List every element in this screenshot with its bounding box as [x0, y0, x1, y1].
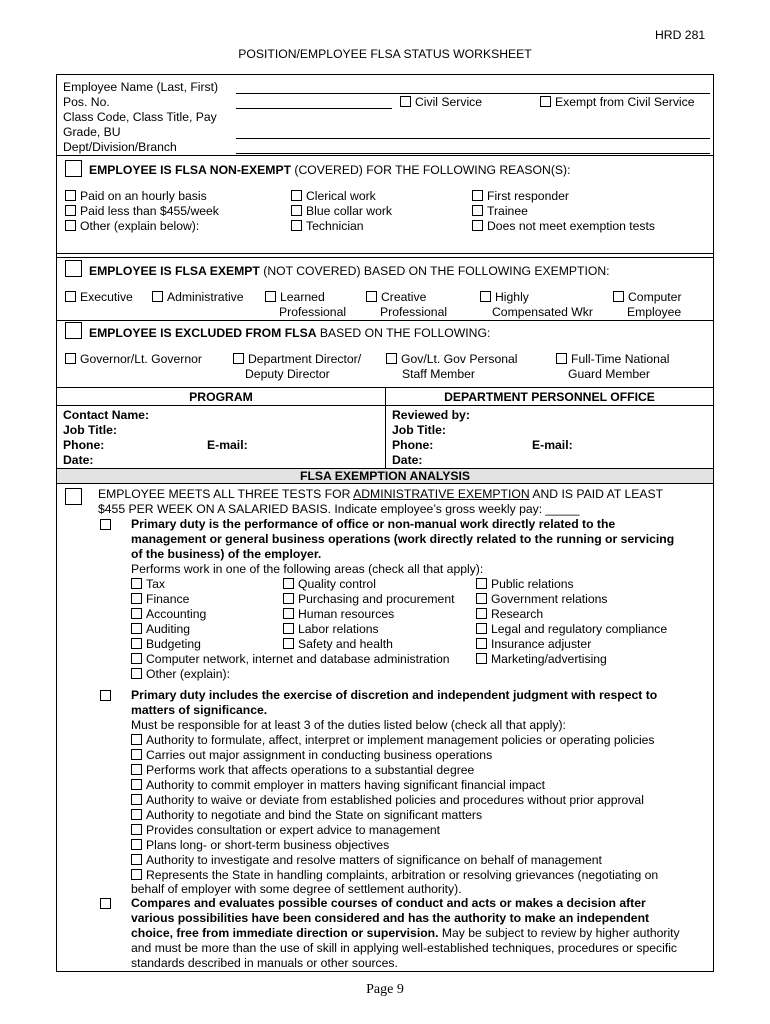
- reason-first-responder[interactable]: First responder: [472, 189, 569, 204]
- admin-intro-line-2: $455 PER WEEK ON A SALARIED BASIS. Indicate employee’s gross weekly pay: _____: [98, 502, 580, 516]
- checkbox[interactable]: [613, 291, 624, 302]
- area-public-relations[interactable]: Public relations: [476, 577, 574, 592]
- excluded-governor[interactable]: Governor/Lt. Governor: [65, 352, 202, 367]
- test-1-line-3: of the business) of the employer.: [131, 547, 322, 561]
- duty-item[interactable]: Authority to commit employer in matters having significant financial impact: [131, 778, 545, 793]
- checkbox[interactable]: [131, 779, 142, 790]
- excluded-gov-staff[interactable]: Gov/Lt. Gov Personal: [386, 352, 518, 367]
- excluded-checkbox[interactable]: [65, 322, 82, 339]
- exempt-heading: EMPLOYEE IS FLSA EXEMPT (NOT COVERED) BASED ON THE FOLLOWING EXEMPTION:: [89, 264, 610, 278]
- exemption-highly-compensated[interactable]: Highly: [480, 290, 529, 305]
- checkbox[interactable]: [476, 608, 487, 619]
- checkbox[interactable]: [65, 220, 76, 231]
- duty-item[interactable]: Carries out major assignment in conducting business operations: [131, 748, 492, 763]
- test-3-checkbox[interactable]: [100, 898, 111, 909]
- area-marketing[interactable]: Marketing/advertising: [476, 652, 607, 667]
- non-exempt-checkbox[interactable]: [65, 160, 82, 177]
- area-safety-health[interactable]: Safety and health: [283, 637, 393, 652]
- checkbox[interactable]: [65, 291, 76, 302]
- reason-hourly[interactable]: Paid on an hourly basis: [65, 189, 207, 204]
- dept-field[interactable]: [236, 153, 710, 154]
- guard-line-2: Guard Member: [568, 367, 650, 381]
- test-3-line-4: and must be more than the use of skill in applying well-established techniques, procedures or specific: [131, 941, 678, 955]
- duties-intro: Must be responsible for at least 3 of the duties listed below (check all that apply):: [131, 718, 566, 732]
- areas-intro: Performs work in one of the following areas (check all that apply):: [131, 562, 484, 576]
- program-email-label: E-mail:: [207, 438, 248, 452]
- checkbox[interactable]: [366, 291, 377, 302]
- checkbox[interactable]: [480, 291, 491, 302]
- checkbox[interactable]: [291, 220, 302, 231]
- program-phone-label: Phone:: [63, 438, 105, 452]
- checkbox[interactable]: [131, 593, 142, 604]
- learned-line-2: Professional: [279, 305, 347, 319]
- area-research[interactable]: Research: [476, 607, 543, 622]
- area-purchasing[interactable]: Purchasing and procurement: [283, 592, 455, 607]
- computer-line-2: Employee: [627, 305, 682, 319]
- checkbox[interactable]: [131, 869, 142, 880]
- checkbox[interactable]: [476, 638, 487, 649]
- employee-name-field[interactable]: [236, 93, 710, 94]
- dept-label: Dept/Division/Branch: [63, 140, 177, 154]
- exemption-computer-employee[interactable]: Computer: [613, 290, 682, 305]
- reason-other[interactable]: Other (explain below):: [65, 219, 199, 234]
- area-other[interactable]: Other (explain):: [131, 667, 230, 682]
- exemption-learned-professional[interactable]: Learned: [265, 290, 325, 305]
- test-1-line-1: Primary duty is the performance of office or non-manual work directly related to the: [131, 517, 616, 531]
- analysis-heading: FLSA EXEMPTION ANALYSIS: [300, 469, 470, 483]
- duty-item[interactable]: Plans long- or short-term business objectives: [131, 838, 389, 853]
- area-quality-control[interactable]: Quality control: [283, 577, 376, 592]
- dept-director-line-2: Deputy Director: [245, 367, 330, 381]
- pos-no-field[interactable]: [236, 108, 392, 109]
- test-3-line-5: standards described in manuals or other sources.: [131, 956, 398, 970]
- duty-item-continued: behalf of employer with some degree of settlement authority).: [131, 882, 462, 896]
- area-finance[interactable]: Finance: [131, 592, 189, 607]
- checkbox[interactable]: [131, 749, 142, 760]
- dpo-date-label: Date:: [392, 453, 423, 467]
- non-exempt-heading: EMPLOYEE IS FLSA NON-EXEMPT (COVERED) FOR THE FOLLOWING REASON(S):: [89, 163, 571, 177]
- exemption-administrative[interactable]: Administrative: [152, 290, 244, 305]
- divider: [56, 320, 714, 321]
- page-number: Page 9: [366, 982, 404, 997]
- column-divider: [385, 388, 386, 468]
- checkbox[interactable]: [131, 764, 142, 775]
- checkbox[interactable]: [131, 854, 142, 865]
- test-2-line-1: Primary duty includes the exercise of discretion and independent judgment with respect to: [131, 688, 658, 702]
- grade-bu-label: Grade, BU: [63, 125, 121, 139]
- highly-line-2: Compensated Wkr: [492, 305, 593, 319]
- creative-line-2: Professional: [380, 305, 448, 319]
- checkbox[interactable]: [283, 608, 294, 619]
- reason-less-455[interactable]: Paid less than $455/week: [65, 204, 219, 219]
- checkbox[interactable]: [131, 638, 142, 649]
- contact-name-label: Contact Name:: [63, 408, 150, 422]
- checkbox[interactable]: [131, 623, 142, 634]
- checkbox[interactable]: [291, 190, 302, 201]
- program-heading: PROGRAM: [189, 390, 253, 404]
- checkbox[interactable]: [131, 653, 142, 664]
- checkbox[interactable]: [152, 291, 163, 302]
- reason-clerical[interactable]: Clerical work: [291, 189, 376, 204]
- checkbox[interactable]: [283, 623, 294, 634]
- exempt-civil-service-checkbox[interactable]: [540, 96, 551, 107]
- form-number: HRD 281: [655, 28, 706, 42]
- checkbox[interactable]: [476, 578, 487, 589]
- area-auditing[interactable]: Auditing: [131, 622, 190, 637]
- checkbox[interactable]: [131, 608, 142, 619]
- area-accounting[interactable]: Accounting: [131, 607, 206, 622]
- divider: [56, 253, 714, 258]
- dpo-heading: DEPARTMENT PERSONNEL OFFICE: [444, 390, 655, 404]
- checkbox[interactable]: [472, 205, 483, 216]
- area-tax[interactable]: Tax: [131, 577, 165, 592]
- checkbox[interactable]: [65, 353, 76, 364]
- test-3-line-3: choice, free from immediate direction or supervision. May be subject to review by higher authority: [131, 926, 680, 940]
- exempt-checkbox[interactable]: [65, 260, 82, 277]
- test-1-checkbox[interactable]: [100, 519, 111, 530]
- reason-not-meet-tests[interactable]: Does not meet exemption tests: [472, 219, 655, 234]
- exempt-civil-service-option[interactable]: Exempt from Civil Service: [540, 95, 695, 110]
- duty-item[interactable]: Authority to investigate and resolve matters of significance on behalf of management: [131, 853, 602, 868]
- checkbox[interactable]: [476, 623, 487, 634]
- civil-service-checkbox[interactable]: [400, 96, 411, 107]
- checkbox[interactable]: [131, 578, 142, 589]
- checkbox[interactable]: [131, 668, 142, 679]
- excluded-heading: EMPLOYEE IS EXCLUDED FROM FLSA BASED ON THE FOLLOWING:: [89, 326, 491, 340]
- area-government-relations[interactable]: Government relations: [476, 592, 608, 607]
- test-1-line-2: management or general business operations (work directly related to the running or servicing: [131, 532, 675, 546]
- area-human-resources[interactable]: Human resources: [283, 607, 394, 622]
- test-2-checkbox[interactable]: [100, 690, 111, 701]
- class-code-label: Class Code, Class Title, Pay: [63, 110, 217, 124]
- duty-item[interactable]: Represents the State in handling complaints, arbitration or resolving grievances (negotiating on: [131, 868, 658, 883]
- checkbox[interactable]: [233, 353, 244, 364]
- checkbox[interactable]: [291, 205, 302, 216]
- reason-technician[interactable]: Technician: [291, 219, 364, 234]
- reason-trainee[interactable]: Trainee: [472, 204, 528, 219]
- admin-intro-line-1: EMPLOYEE MEETS ALL THREE TESTS FOR ADMINISTRATIVE EXEMPTION AND IS PAID AT LEAST: [98, 487, 664, 501]
- checkbox[interactable]: [131, 734, 142, 745]
- duty-item[interactable]: Authority to waive or deviate from established policies and procedures without prior approval: [131, 793, 644, 808]
- program-date-label: Date:: [63, 453, 94, 467]
- reviewed-by-label: Reviewed by:: [392, 408, 470, 422]
- duty-item[interactable]: Authority to formulate, affect, interpret or implement management policies or operating policies: [131, 733, 655, 748]
- exemption-creative-professional[interactable]: Creative: [366, 290, 426, 305]
- area-computer-network[interactable]: Computer network, internet and database administration: [131, 652, 450, 667]
- checkbox[interactable]: [283, 593, 294, 604]
- checkbox[interactable]: [283, 638, 294, 649]
- checkbox[interactable]: [65, 205, 76, 216]
- checkbox[interactable]: [65, 190, 76, 201]
- duty-item[interactable]: Provides consultation or expert advice to management: [131, 823, 440, 838]
- divider: [56, 155, 714, 156]
- checkbox[interactable]: [476, 653, 487, 664]
- excluded-dept-director[interactable]: Department Director/: [233, 352, 361, 367]
- duty-item[interactable]: Performs work that affects operations to a substantial degree: [131, 763, 474, 778]
- checkbox[interactable]: [131, 809, 142, 820]
- exemption-executive[interactable]: Executive: [65, 290, 133, 305]
- checkbox[interactable]: [131, 824, 142, 835]
- area-budgeting[interactable]: Budgeting: [131, 637, 201, 652]
- checkbox[interactable]: [265, 291, 276, 302]
- dpo-job-title-label: Job Title:: [392, 423, 446, 437]
- test-2-line-2: matters of significance.: [131, 703, 268, 717]
- page-title: POSITION/EMPLOYEE FLSA STATUS WORKSHEET: [238, 47, 532, 61]
- program-job-title-label: Job Title:: [63, 423, 117, 437]
- checkbox[interactable]: [131, 794, 142, 805]
- checkbox[interactable]: [472, 220, 483, 231]
- area-insurance-adjuster[interactable]: Insurance adjuster: [476, 637, 591, 652]
- dpo-phone-label: Phone:: [392, 438, 434, 452]
- gov-staff-line-2: Staff Member: [402, 367, 475, 381]
- checkbox[interactable]: [283, 578, 294, 589]
- dpo-email-label: E-mail:: [532, 438, 573, 452]
- checkbox[interactable]: [386, 353, 397, 364]
- area-legal-compliance[interactable]: Legal and regulatory compliance: [476, 622, 667, 637]
- class-code-field[interactable]: [236, 138, 710, 139]
- checkbox[interactable]: [556, 353, 567, 364]
- test-3-line-2: various possibilities have been considered and has the authority to make an independent: [131, 911, 650, 925]
- duty-item[interactable]: Authority to negotiate and bind the State on significant matters: [131, 808, 482, 823]
- area-labor-relations[interactable]: Labor relations: [283, 622, 379, 637]
- checkbox[interactable]: [476, 593, 487, 604]
- admin-exemption-checkbox[interactable]: [65, 488, 82, 505]
- reason-blue-collar[interactable]: Blue collar work: [291, 204, 392, 219]
- checkbox[interactable]: [131, 839, 142, 850]
- test-3-line-1: Compares and evaluates possible courses of conduct and acts or makes a decision after: [131, 896, 646, 910]
- employee-name-label: Employee Name (Last, First): [63, 80, 219, 94]
- excluded-national-guard[interactable]: Full-Time National: [556, 352, 669, 367]
- checkbox[interactable]: [472, 190, 483, 201]
- pos-no-label: Pos. No.: [63, 95, 110, 109]
- civil-service-option[interactable]: Civil Service: [400, 95, 482, 110]
